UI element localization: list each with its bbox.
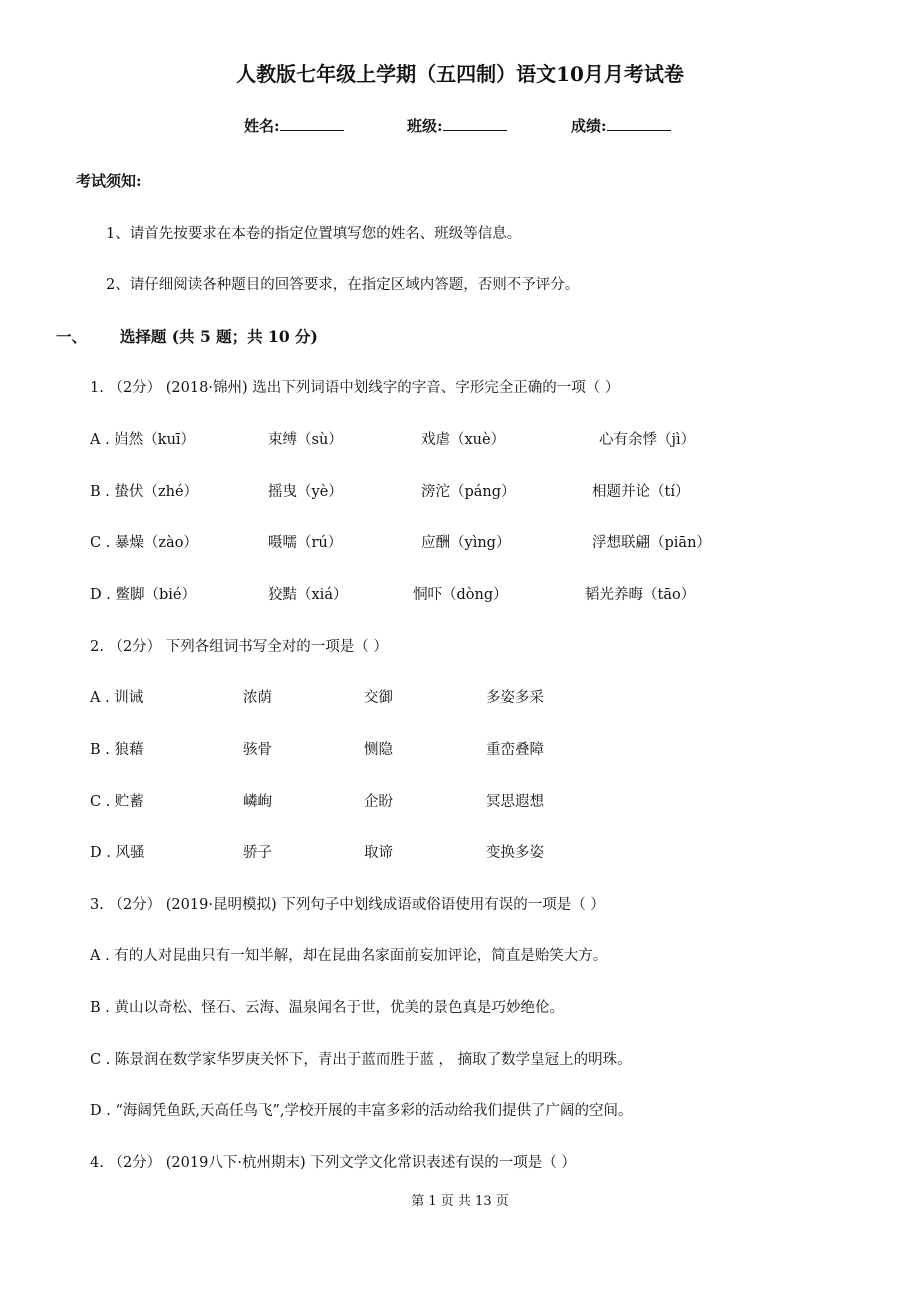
option-word: 恫吓（dòng） <box>413 587 508 603</box>
option-word: 变换多姿 <box>486 845 544 861</box>
option-d: D . “海阔凭鱼跃,天高任鸟飞”,学校开展的丰富多彩的活动给我们提供了广阔的空间。 <box>90 1103 633 1119</box>
option-word: 嗫嚅（rú） <box>268 535 343 551</box>
option-word: 韬光养晦（tāo） <box>585 587 696 603</box>
option-word: 相题并论（tí） <box>592 484 690 500</box>
option-word: 企盼 <box>364 794 393 810</box>
score-label: 成绩: <box>571 117 607 135</box>
option-word: 狡黠（xiá） <box>268 587 348 603</box>
section-title: 选择题 (共 5 题；共 10 分) <box>119 327 318 346</box>
option-word: 骇骨 <box>243 742 272 758</box>
option-b: B . 黄山以奇松、怪石、云海、温泉闻名于世，优美的景色真是巧妙绝伦。 <box>90 1000 564 1016</box>
notice-item: 1、请首先按要求在本卷的指定位置填写您的姓名、班级等信息。 <box>106 226 522 242</box>
option-c: C . 陈景润在数学家华罗庚关怀下，青出于蓝而胜于蓝 ， 摘取了数学皇冠上的明珠。 <box>90 1052 632 1068</box>
option-word: 多姿多采 <box>486 690 544 706</box>
class-blank <box>443 116 507 131</box>
option-word: 束缚（sù） <box>268 432 343 448</box>
question-stem: 1. （2分） (2018·锦州) 选出下列词语中划线字的字音、字形完全正确的一项（ ） <box>90 380 620 396</box>
question-stem: 2. （2分） 下列各组词书写全对的一项是（ ） <box>90 639 388 655</box>
option-d: D . 风骚 <box>90 845 145 861</box>
score-field <box>571 115 671 136</box>
class-field <box>407 115 507 136</box>
page-footer: 第 1 页 共 13 页 <box>411 1194 509 1209</box>
option-word: 浮想联翩（piān） <box>592 535 711 551</box>
option-word: 交御 <box>364 690 393 706</box>
question-stem: 4. （2分） (2019八下·杭州期末) 下列文学文化常识表述有误的一项是（ ） <box>90 1155 576 1171</box>
name-field <box>244 115 344 136</box>
option-word: 嶙峋 <box>243 794 272 810</box>
score-blank <box>607 116 671 131</box>
option-c: C . 贮蓄 <box>90 794 144 810</box>
name-blank <box>280 116 344 131</box>
section-heading <box>56 325 318 347</box>
option-a: A . 训诫 <box>90 690 144 706</box>
question-stem: 3. （2分） (2019·昆明模拟) 下列句子中划线成语或俗语使用有误的一项是（ ） <box>90 897 605 913</box>
option-c: C . 暴燥（zào） <box>90 535 198 551</box>
notice-item: 2、请仔细阅读各种题目的回答要求，在指定区域内答题，否则不予评分。 <box>106 277 580 293</box>
name-label: 姓名: <box>244 117 280 135</box>
option-a: A . 有的人对昆曲只有一知半解，却在昆曲名家面前妄加评论，简直是贻笑大方。 <box>90 948 608 964</box>
section-number: 一、 <box>56 327 88 346</box>
option-word: 取谛 <box>364 845 393 861</box>
option-word: 心有余悸（jì） <box>599 432 696 448</box>
page-title: 人教版七年级上学期（五四制）语文10月月考试卷 <box>236 62 684 86</box>
class-label: 班级: <box>407 117 443 135</box>
notice-heading: 考试须知: <box>76 172 142 190</box>
option-word: 应酬（yìng） <box>421 535 511 551</box>
option-word: 重峦叠障 <box>486 742 544 758</box>
option-word: 浓荫 <box>243 690 272 706</box>
option-word: 滂沱（páng） <box>421 484 516 500</box>
option-word: 戏虐（xuè） <box>421 432 506 448</box>
option-a: A . 岿然（kuī） <box>90 432 196 448</box>
option-b: B . 狼藉 <box>90 742 144 758</box>
option-d: D . 鳖脚（bié） <box>90 587 196 603</box>
option-word: 骄子 <box>243 845 272 861</box>
option-word: 冥思遐想 <box>486 794 544 810</box>
option-word: 摇曳（yè） <box>268 484 343 500</box>
option-word: 恻隐 <box>364 742 393 758</box>
option-b: B . 蛰伏（zhé） <box>90 484 199 500</box>
